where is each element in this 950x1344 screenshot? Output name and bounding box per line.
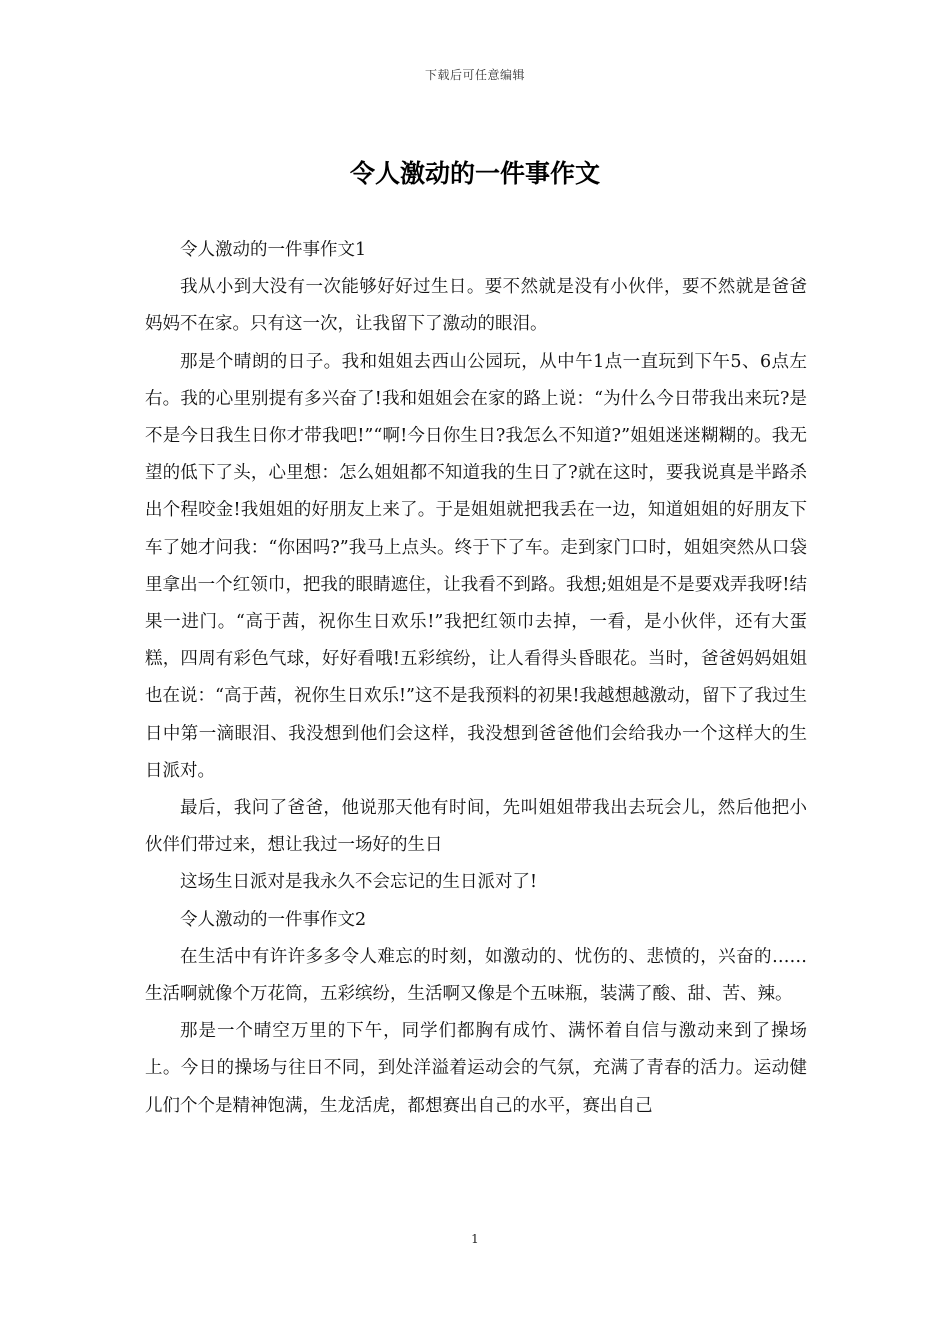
paragraph: 那是个晴朗的日子。我和姐姐去西山公园玩，从中午1点一直玩到下午5、6点左右。我的心里别提有多兴奋了!我和姐姐会在家的路上说：“为什么今日带我出来玩?是不是今日我生日你才带我吧!”“啊!今日你生日?我怎么不知道?”姐姐迷迷糊糊的。我无望的低下了头，心里想：怎么姐姐都不知道我的生日了?就在这时，要我说真是半路杀出个程咬金!我姐姐的好朋友上来了。于是姐姐就把我丢在一边，知道姐姐的好朋友下车了她才问我：“你困吗?”我马上点头。终于下了车。走到家门口时，姐姐突然从口袋里拿出一个红领巾，把我的眼睛遮住，让我看不到路。我想;姐姐是不是要戏弄我呀!结果一进门。“高于茜，祝你生日欢乐!”我把红领巾去掉，一看，是小伙伴，还有大蛋糕，四周有彩色气球，好好看哦!五彩缤纷，让人看得头昏眼花。当时，爸爸妈妈姐姐也在说：“高于茜，祝你生日欢乐!”这不是我预料的初果!我越想越激动，留下了我过生日中第一滴眼泪、我没想到他们会这样，我没想到爸爸他们会给我办一个这样大的生日派对。 <box>145 351 807 781</box>
paragraph: 这场生日派对是我永久不会忘记的生日派对了! <box>180 872 538 893</box>
page-number: 1 <box>471 1232 479 1246</box>
document-body <box>145 232 807 1125</box>
essay-heading-1: 令人激动的一件事作文1 <box>180 240 367 260</box>
document-title: 令人激动的一件事作文 <box>349 159 600 188</box>
paragraph: 在生活中有许许多多令人难忘的时刻，如激动的、忧伤的、悲愤的，兴奋的……生活啊就像个万花筒，五彩缤纷，生活啊又像是个五味瓶，装满了酸、甜、苦、辣。 <box>145 946 807 1005</box>
essay-heading-2: 令人激动的一件事作文2 <box>180 909 367 930</box>
paragraph: 那是一个晴空万里的下午，同学们都胸有成竹、满怀着自信与激动来到了操场上。今日的操场与往日不同，到处洋溢着运动会的气氛，充满了青春的活力。运动健儿们个个是精神饱满，生龙活虎，都想赛出自己的水平，赛出自己 <box>145 1021 807 1116</box>
header-note: 下载后可任意编辑 <box>424 68 525 82</box>
paragraph: 我从小到大没有一次能够好好过生日。要不然就是没有小伙伴，要不然就是爸爸妈妈不在家。只有这一次，让我留下了激动的眼泪。 <box>145 277 807 335</box>
paragraph: 最后，我问了爸爸，他说那天他有时间，先叫姐姐带我出去玩会儿，然后他把小伙伴们带过来，想让我过一场好的生日 <box>145 798 807 856</box>
